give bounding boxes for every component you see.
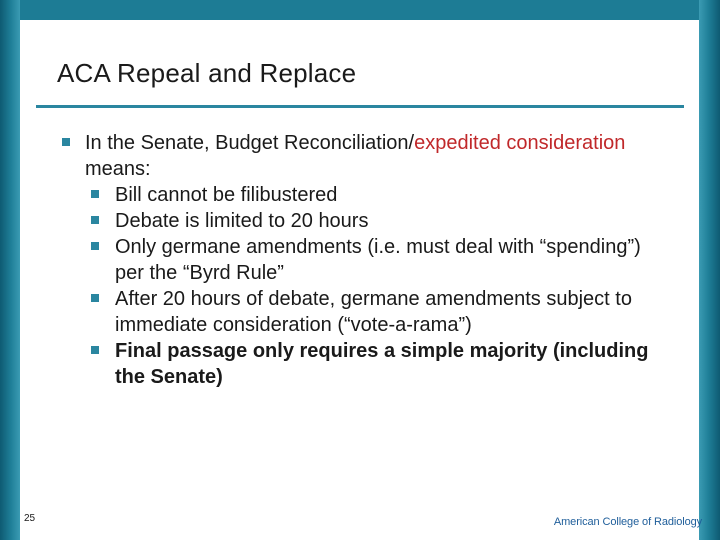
bullet-text: In the Senate, Budget Reconciliation/	[85, 132, 415, 154]
sub-bullet-item	[60, 338, 670, 390]
bullet-item-main	[60, 130, 670, 182]
sub-bullet-text: Debate is limited to 20 hours	[115, 210, 369, 232]
organization-logo: American College of Radiology	[553, 516, 702, 528]
square-bullet-icon	[91, 216, 99, 224]
frame-top-band	[20, 0, 720, 20]
square-bullet-icon	[91, 242, 99, 250]
frame-right-bar	[699, 0, 720, 540]
sub-bullet-item	[60, 286, 670, 338]
slide-title: ACA Repeal and Replace	[57, 58, 357, 88]
bullet-list	[60, 130, 670, 390]
sub-bullet-text: Bill cannot be filibustered	[115, 184, 338, 206]
frame-left-bar	[0, 0, 20, 540]
bullet-text-end: means:	[85, 158, 151, 180]
sub-bullet-text: After 20 hours of debate, germane amendments subject to immediate consideration (“vote-a-rama”)	[115, 288, 632, 336]
highlighted-text: expedited consideration	[414, 132, 626, 154]
sub-bullet-text: Only germane amendments (i.e. must deal with “spending”) per the “Byrd Rule”	[115, 236, 641, 284]
square-bullet-icon	[91, 190, 99, 198]
slide-number: 25	[24, 513, 36, 524]
sub-bullet-text: Final passage only requires a simple majority (including the Senate)	[115, 340, 649, 388]
sub-bullet-item	[60, 234, 670, 286]
sub-bullet-item	[60, 182, 670, 208]
square-bullet-icon	[91, 294, 99, 302]
sub-bullet-item	[60, 208, 670, 234]
square-bullet-icon	[91, 346, 99, 354]
title-divider	[36, 105, 684, 108]
square-bullet-icon	[62, 138, 70, 146]
